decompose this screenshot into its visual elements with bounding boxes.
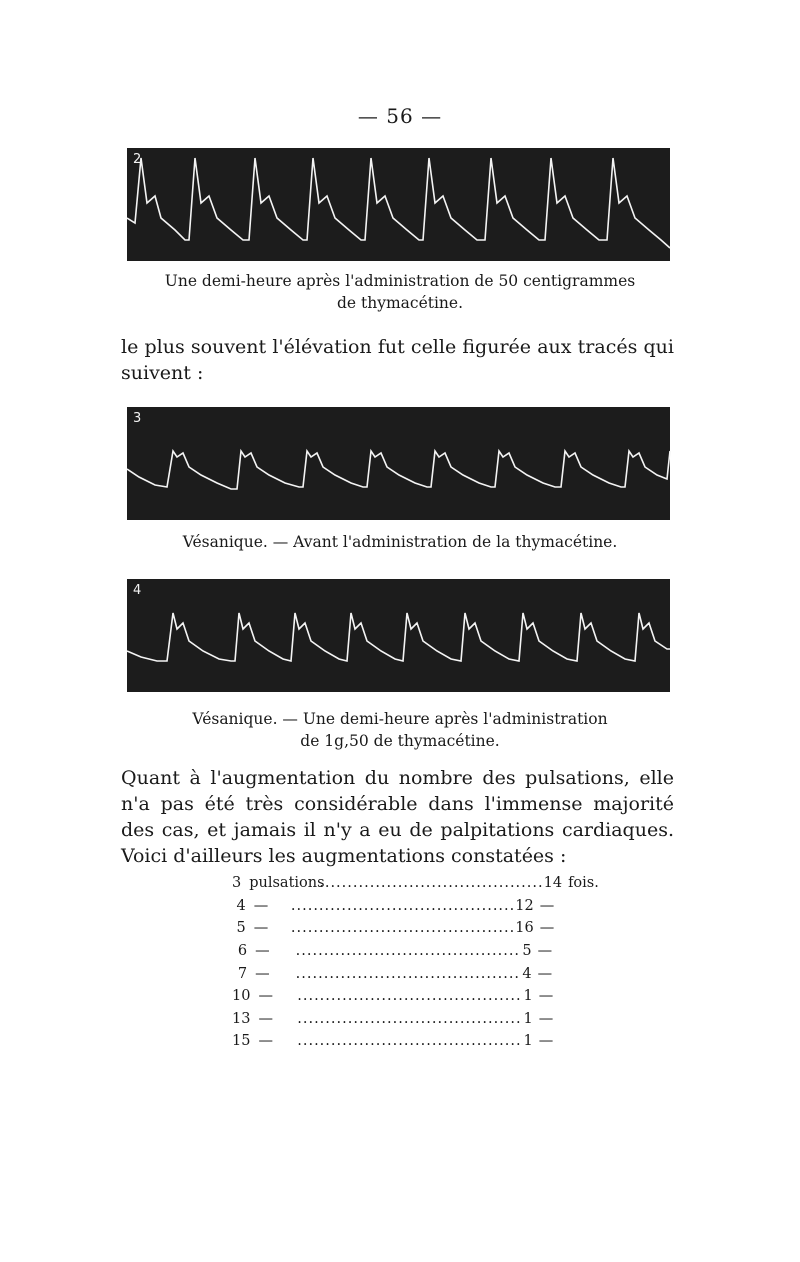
occurrence-count-cell: 14 bbox=[543, 875, 563, 892]
occurrence-unit-cell: — bbox=[537, 965, 553, 982]
occurrence-unit-cell: — bbox=[538, 1033, 554, 1050]
pulsation-count-cell: 5 bbox=[236, 920, 246, 937]
pulsation-count-cell: 7 bbox=[237, 965, 248, 982]
leader-dots: ........................................ bbox=[295, 965, 521, 982]
leader-dots: ........................................ bbox=[295, 943, 521, 960]
body-paragraph-2: Quant à l'augmentation du nombre des pulsations, elle n'a pas été très considérable dans l'immense majorité des cas, et jamais il n'y a eu de palpitations cardiaques. Voici d'ailleurs les augmentations constatées : bbox=[121, 767, 674, 867]
table-row bbox=[232, 872, 599, 895]
occurrence-unit-cell: — bbox=[538, 1010, 554, 1027]
pulsation-label-cell: — bbox=[258, 1010, 273, 1027]
pulsation-label-cell: — bbox=[255, 965, 270, 982]
occurrence-unit-cell: — bbox=[537, 943, 553, 960]
pulsation-label-cell: pulsations bbox=[249, 875, 325, 892]
pulse-trace-figure-2 bbox=[127, 148, 670, 261]
pulse-trace-figure-4 bbox=[127, 579, 670, 692]
pulsation-label-cell: — bbox=[253, 897, 269, 914]
leader-dots: ........................................ bbox=[319, 875, 544, 892]
trace-label: 2 bbox=[133, 152, 142, 167]
pulsation-count-cell: 4 bbox=[236, 897, 246, 914]
body-paragraph-1: le plus souvent l'élévation fut celle figurée aux tracés qui suivent : bbox=[121, 336, 674, 384]
table-row bbox=[232, 1008, 562, 1031]
leader-dots: ........................................ bbox=[290, 920, 516, 937]
page-number: — 56 — bbox=[357, 104, 443, 128]
leader-dots: ........................................ bbox=[297, 988, 522, 1005]
occurrence-count-cell: 1 bbox=[523, 1033, 533, 1050]
figure-4-caption-line-2: de 1g,50 de thymacétine. bbox=[300, 732, 500, 750]
pulsation-count-cell: 3 bbox=[232, 875, 242, 892]
occurrence-count-cell: 1 bbox=[523, 988, 533, 1005]
table-row bbox=[232, 940, 562, 963]
pulsation-count-cell: 10 bbox=[232, 988, 251, 1005]
pulsation-increase-table bbox=[232, 872, 599, 1053]
figure-3-caption: Vésanique. — Avant l'administration de la thymacétine. bbox=[182, 533, 618, 551]
table-row bbox=[232, 985, 562, 1008]
occurrence-unit-cell: — bbox=[539, 897, 555, 914]
occurrence-count-cell: 4 bbox=[522, 965, 532, 982]
occurrence-count-cell: 5 bbox=[522, 943, 532, 960]
pulsation-label-cell: — bbox=[258, 1033, 273, 1050]
pulsation-count-cell: 6 bbox=[237, 943, 248, 960]
table-row bbox=[232, 962, 562, 985]
figure-2-caption-line-2: de thymacétine. bbox=[336, 294, 464, 312]
table-row bbox=[232, 1030, 562, 1053]
pulse-waveform-4 bbox=[127, 579, 670, 692]
occurrence-unit-cell: — bbox=[538, 988, 554, 1005]
occurrence-count-cell: 1 bbox=[523, 1010, 533, 1027]
pulse-waveform-3 bbox=[127, 407, 670, 520]
pulsation-count-cell: 13 bbox=[232, 1010, 251, 1027]
figure-2-caption-line-1: Une demi-heure après l'administration de 50 centigrammes bbox=[164, 272, 636, 290]
pulse-waveform-2 bbox=[127, 148, 670, 261]
occurrence-count-cell: 12 bbox=[515, 897, 534, 914]
pulse-trace-figure-3 bbox=[127, 407, 670, 520]
occurrence-count-cell: 16 bbox=[515, 920, 534, 937]
pulsation-count-cell: 15 bbox=[232, 1033, 251, 1050]
pulsation-label-cell: — bbox=[258, 988, 273, 1005]
pulsation-label-cell: — bbox=[253, 920, 269, 937]
leader-dots: ........................................ bbox=[297, 1010, 522, 1027]
occurrence-unit-cell: — bbox=[539, 920, 555, 937]
trace-label: 4 bbox=[133, 583, 142, 598]
table-row bbox=[232, 895, 562, 918]
trace-label: 3 bbox=[133, 411, 142, 426]
table-row bbox=[232, 917, 562, 940]
figure-4-caption-line-1: Vésanique. — Une demi-heure après l'administration bbox=[192, 710, 608, 728]
leader-dots: ........................................ bbox=[297, 1033, 522, 1050]
occurrence-unit-cell: fois. bbox=[568, 875, 599, 892]
leader-dots: ........................................ bbox=[290, 897, 516, 914]
pulsation-label-cell: — bbox=[255, 943, 270, 960]
